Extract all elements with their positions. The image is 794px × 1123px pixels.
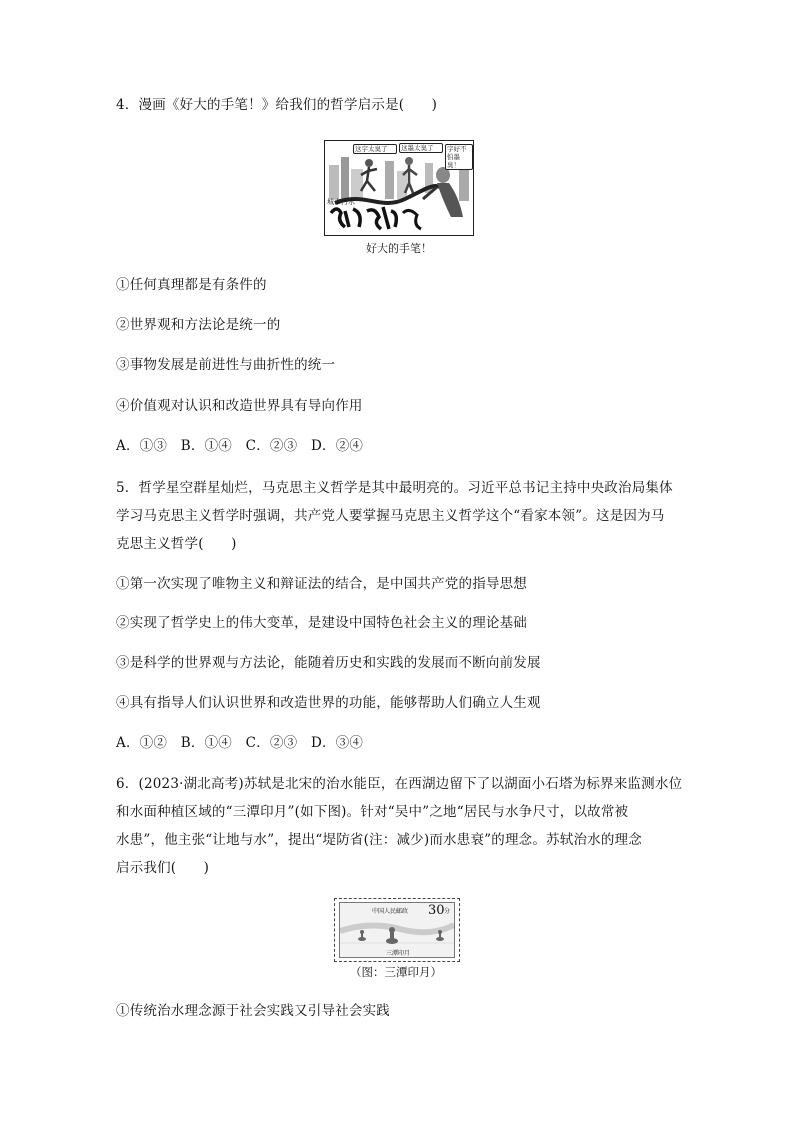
q5-stem-line-3: 克思主义哲学( ) bbox=[116, 536, 237, 552]
q5-option-3: ③是科学的世界观与方法论，能随着历史和实践的发展而不断向前发展 bbox=[116, 655, 541, 671]
sewage-sign: 城市污水 bbox=[327, 198, 355, 206]
q6-figure-caption: （图：三潭印月） bbox=[350, 965, 442, 979]
q5-stem-line-2: 学习马克思主义哲学时强调，共产党人要掌握马克思主义哲学这个“看家本领”。这是因为马 bbox=[116, 508, 665, 524]
q4-option-2: ②世界观和方法论是统一的 bbox=[116, 317, 281, 333]
q4-cartoon bbox=[324, 140, 474, 236]
stamp-inner bbox=[339, 902, 455, 958]
q4-option-1: ①任何真理都是有条件的 bbox=[116, 277, 267, 293]
q6-stem-line-4: 启示我们( ) bbox=[116, 860, 210, 876]
q5-option-1: ①第一次实现了唯物主义和辩证法的结合，是中国共产党的指导思想 bbox=[116, 576, 527, 592]
stamp-title: 三潭印月 bbox=[386, 950, 411, 957]
q6-stem-line-1: 6．(2023·湖北高考)苏轼是北宋的治水能臣，在西湖边留下了以湖面小石塔为标界来监测水位 bbox=[116, 776, 683, 792]
q6-stem-line-2: 和水面种植区域的“三潭印月”(如下图)。针对“吴中”之地“居民与水争尺寸，以故常被 bbox=[116, 804, 629, 820]
stamp-unit: 分 bbox=[444, 908, 451, 915]
speech-bubble-3: 字好不怕墨臭！ bbox=[445, 144, 473, 170]
q5-option-4: ④具有指导人们认识世界和改造世界的功能，能够帮助人们确立人生观 bbox=[116, 695, 541, 711]
q6-stamp-figure bbox=[334, 898, 460, 962]
stamp-header: 中国人民邮政 bbox=[372, 908, 409, 915]
q5-option-2: ②实现了哲学史上的伟大变革，是建设中国特色社会主义的理论基础 bbox=[116, 615, 527, 631]
q6-stem-line-3: 水患”，他主张“让地与水”，提出“堤防省(注：减少)而水患衰”的理念。苏轼治水的理念 bbox=[116, 832, 642, 848]
q5-stem-line-1: 5．哲学星空群星灿烂，马克思主义哲学是其中最明亮的。习近平总书记主持中央政治局集体 bbox=[116, 480, 673, 496]
q6-option-1: ①传统治水理念源于社会实践又引导社会实践 bbox=[116, 1003, 390, 1019]
q4-figure-caption: 好大的手笔！ bbox=[366, 242, 432, 255]
speech-bubble-1: 这字太臭了 bbox=[353, 144, 397, 154]
q4-option-3: ③事物发展是前进性与曲折性的统一 bbox=[116, 357, 336, 373]
speech-bubble-2: 这墨太臭了 bbox=[399, 143, 443, 153]
q4-option-4: ④价值观对认识和改造世界具有导向作用 bbox=[116, 398, 363, 414]
q4-stem: 4．漫画《好大的手笔！》给我们的哲学启示是( ) bbox=[116, 97, 438, 113]
q4-answer-choices: A．①③ B．①④ C．②③ D．②④ bbox=[116, 438, 364, 454]
stamp-value: 30 bbox=[428, 903, 445, 918]
q5-answer-choices: A．①② B．①④ C．②③ D．③④ bbox=[116, 735, 364, 751]
